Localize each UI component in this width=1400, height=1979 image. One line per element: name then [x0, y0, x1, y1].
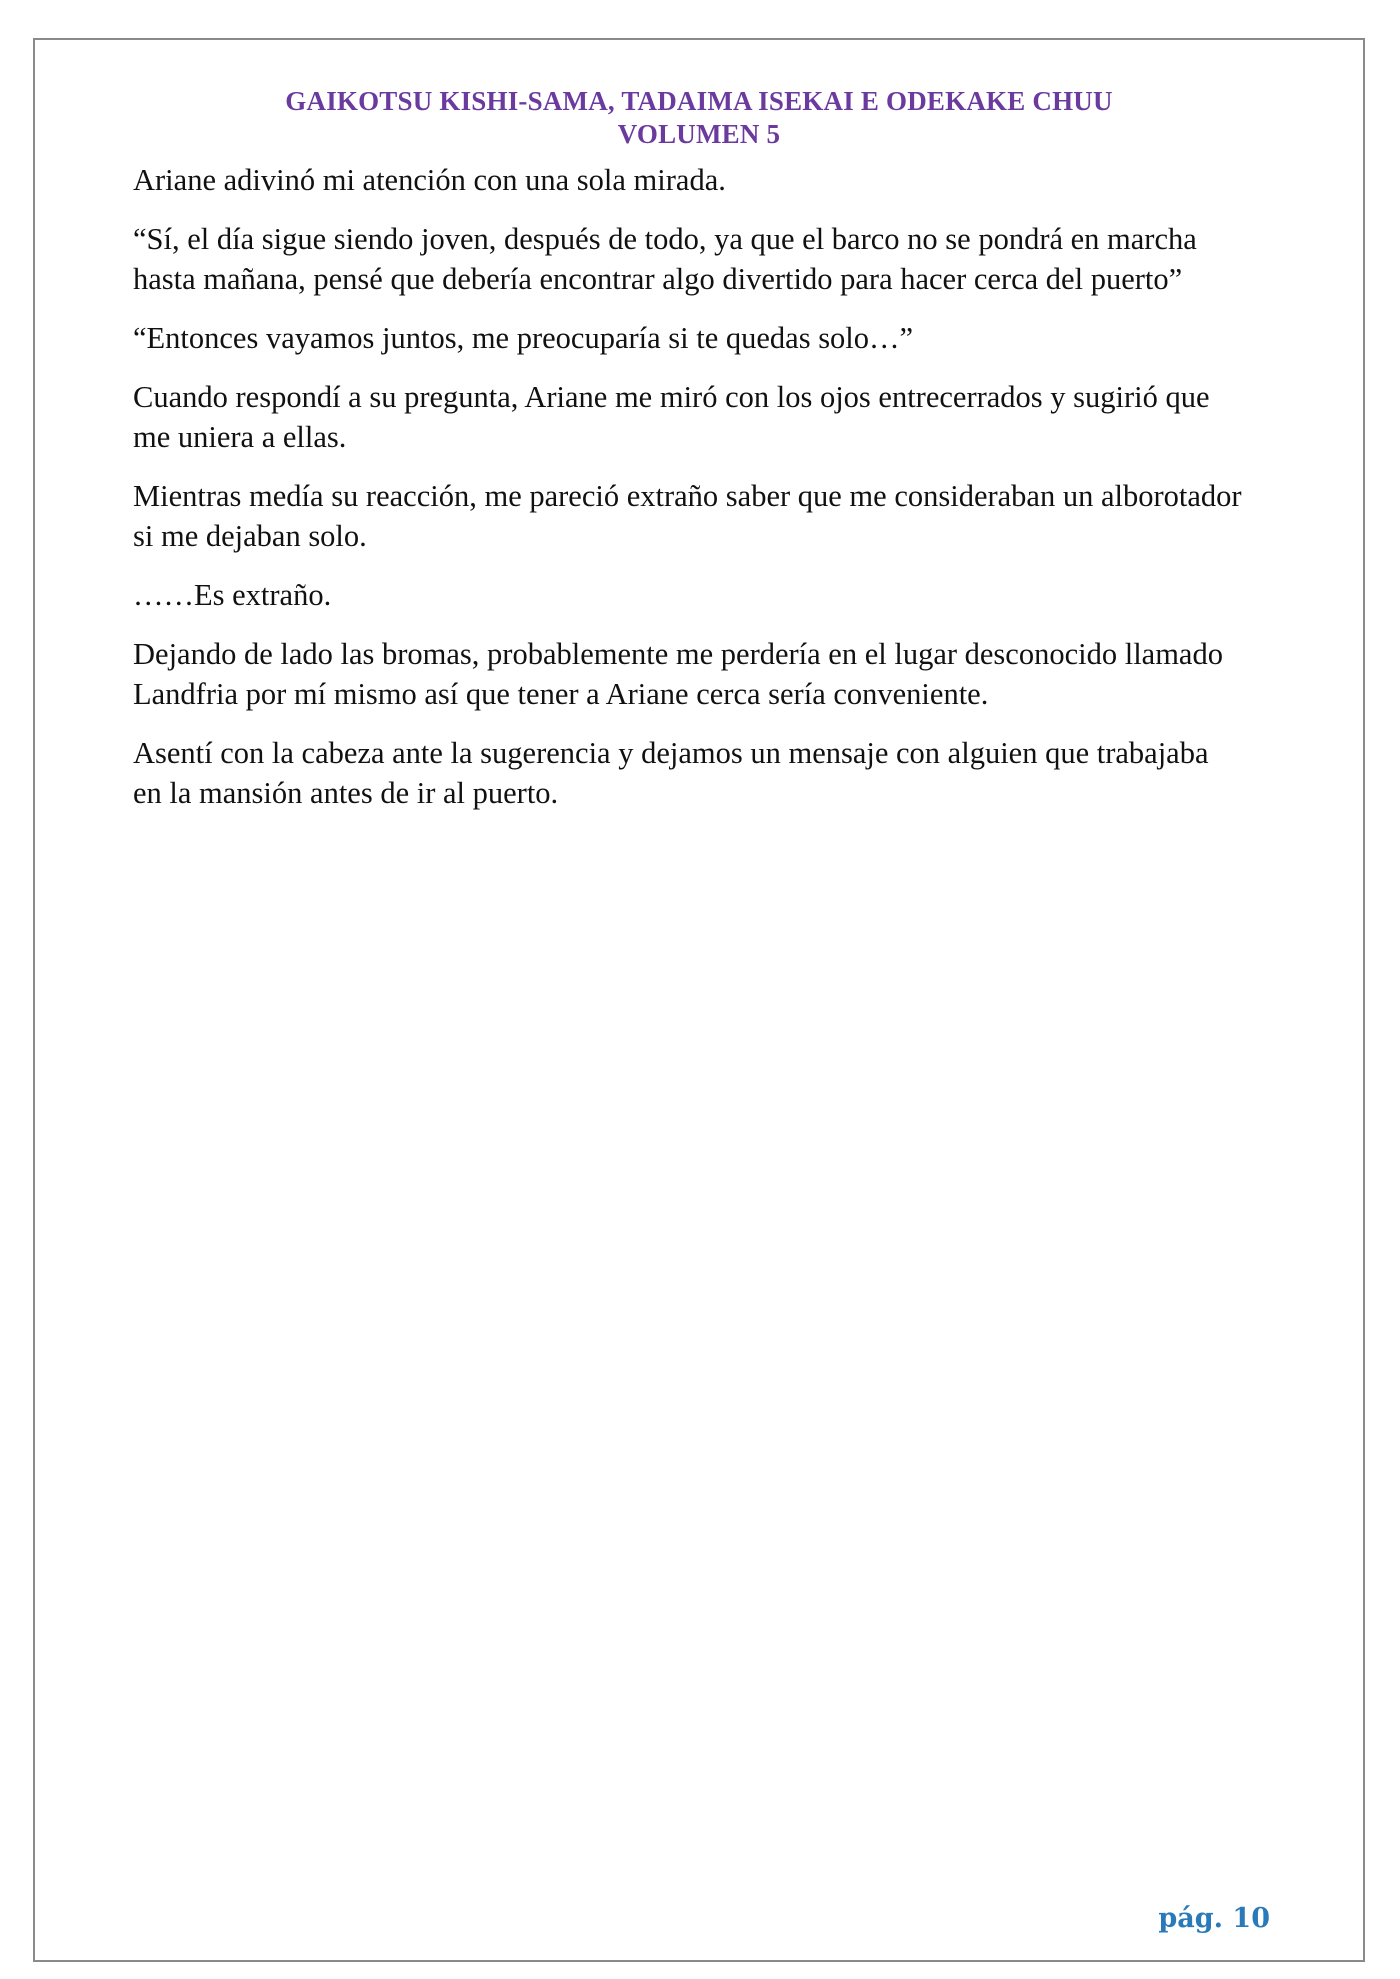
paragraph: Asentí con la cabeza ante la sugerencia y dejamos un mensaje con alguien que trabajaba en la mansión antes de ir al puerto.	[133, 736, 1209, 810]
paragraph: “Sí, el día sigue siendo joven, después de todo, ya que el barco no se pondrá en marcha hasta mañana, pensé que debería encontrar algo divertido para hacer cerca del puerto”	[133, 222, 1197, 296]
document-header	[35, 85, 1363, 151]
page-number: pág. 10	[1158, 1903, 1270, 1934]
paragraph: Dejando de lado las bromas, probablemente me perdería en el lugar desconocido llamado Landfria por mí mismo así que tener a Ariane cerca sería conveniente.	[133, 637, 1223, 711]
paragraph: ……Es extraño.	[133, 578, 332, 612]
paragraph: “Entonces vayamos juntos, me preocuparía si te quedas solo…”	[133, 321, 914, 355]
header-volume: VOLUMEN 5	[617, 119, 781, 149]
paragraph: Cuando respondí a su pregunta, Ariane me miró con los ojos entrecerrados y sugirió que me uniera a ellas.	[133, 380, 1210, 454]
paragraph: Mientras medía su reacción, me pareció extraño saber que me consideraban un alborotador si me dejaban solo.	[133, 479, 1242, 553]
body-text	[133, 160, 1243, 832]
header-title: GAIKOTSU KISHI-SAMA, TADAIMA ISEKAI E ODEKAKE CHUU	[285, 86, 1113, 116]
paragraph: Ariane adivinó mi atención con una sola mirada.	[133, 163, 726, 197]
